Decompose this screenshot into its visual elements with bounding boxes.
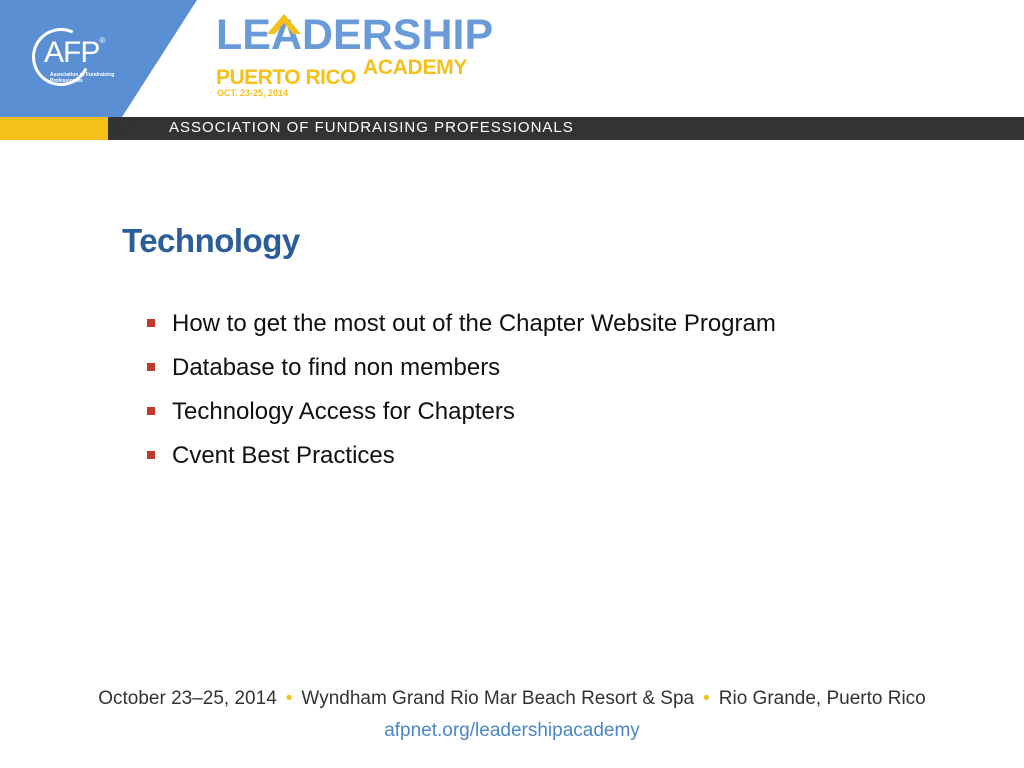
square-bullet-icon <box>147 451 155 459</box>
association-band-text: ASSOCIATION OF FUNDRAISING PROFESSIONALS <box>169 119 574 136</box>
event-location: PUERTO RICO <box>216 66 356 89</box>
event-title: LEADERSHIP <box>216 11 494 59</box>
footer-venue: Wyndham Grand Rio Mar Beach Resort & Spa <box>301 688 695 709</box>
event-dates: OCT. 23-25, 2014 <box>217 88 289 98</box>
square-bullet-icon <box>147 407 155 415</box>
bullet-list <box>147 306 776 482</box>
bullet-item: Technology Access for Chapters <box>147 394 776 438</box>
footer-location: Rio Grande, Puerto Rico <box>718 688 926 709</box>
afp-logo <box>32 28 128 88</box>
bullet-item: Database to find non members <box>147 350 776 394</box>
event-academy: ACADEMY <box>363 56 468 79</box>
bullet-item: How to get the most out of the Chapter Website Program <box>147 306 776 350</box>
square-bullet-icon <box>147 319 155 327</box>
footer-separator: • <box>285 688 293 709</box>
afp-logo-subtitle: Association of Fundraising Professionals <box>50 72 115 84</box>
afp-logo-text: AFP® <box>44 36 105 69</box>
footer-link[interactable]: afpnet.org/leadershipacademy <box>384 720 640 741</box>
footer-separator: • <box>703 688 710 709</box>
footer-dates: October 23–25, 2014 <box>98 688 277 709</box>
footer-event-info <box>0 688 1024 710</box>
bullet-item: Cvent Best Practices <box>147 438 776 482</box>
slide-title: Technology <box>122 222 300 259</box>
caret-accent-icon <box>267 14 301 34</box>
square-bullet-icon <box>147 363 155 371</box>
